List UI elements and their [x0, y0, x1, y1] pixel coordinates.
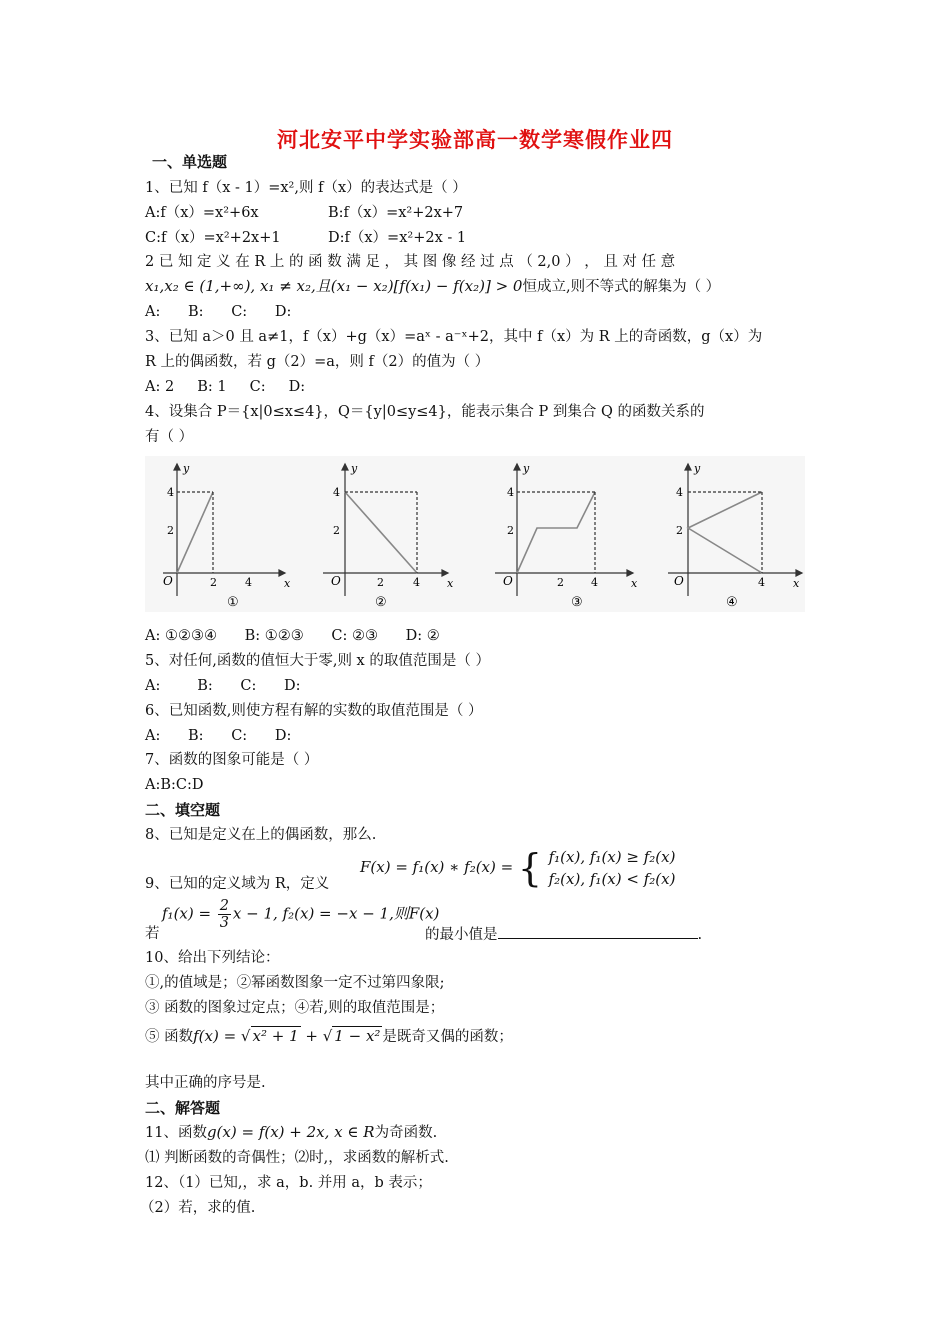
graph-3-tick-x4: 4: [591, 576, 598, 589]
question-2-line2: [145, 276, 720, 297]
graph-1-y-label: y: [183, 462, 190, 475]
graph-2-label: ②: [375, 595, 387, 610]
graph-1-tick-y2: 2: [167, 524, 174, 537]
graph-4-tick-x4: 4: [758, 576, 765, 589]
question-11-sub: ⑴ 判断函数的奇偶性；⑵时,，求函数的解析式.: [145, 1150, 449, 1166]
question-9-fraction: $\frac{2}{3}$: [219, 898, 229, 931]
graph-1-label: ①: [227, 595, 239, 610]
question-10-answer: 其中正确的序号是.: [145, 1075, 266, 1091]
graph-3-tick-y4: 4: [507, 486, 514, 499]
section-fill-blank: 二、填空题: [145, 801, 221, 819]
question-6-stem: 6、已知函数,则使方程有解的实数的取值范围是（ ）: [145, 703, 483, 719]
question-1-option-a: A:f（x）=x²+6x: [145, 205, 259, 221]
graph-1-tick-x4: 4: [245, 576, 252, 589]
question-4-line1: 4、设集合 P＝{x|0≤x≤4}，Q＝{y|0≤y≤4}，能表示集合 P 到集合 Q 的函数关系的: [145, 404, 705, 420]
question-9-formula: F(x) = f₁(x) ∗ f₂(x) = { f₁(x), f₁(x) ≥ f₂(x) f₂(x), f₁(x) < f₂(x): [360, 846, 676, 890]
graph-2-tick-x2: 2: [377, 576, 384, 589]
graph-3-x-label: x: [631, 577, 638, 590]
question-2-math: x₁,x₂ ∈ (1,+∞), x₁ ≠ x₂,且(x₁ − x₂)[f(x₁) − f(x₂)] > 0: [145, 277, 523, 295]
graph-3-origin: O: [503, 574, 513, 588]
graph-2: [313, 456, 473, 612]
graph-4-x-label: x: [793, 577, 800, 590]
question-5-stem: 5、对任何,函数的值恒大于零,则 x 的取值范围是（ ）: [145, 653, 490, 669]
graph-2-tick-y4: 4: [333, 486, 340, 499]
section-single-choice: 一、单选题: [152, 153, 228, 171]
question-9-ruo: 若: [145, 926, 160, 942]
question-5-options: A: B: C: D:: [145, 678, 301, 694]
graph-4: [650, 456, 805, 612]
graph-1: [145, 456, 305, 612]
question-9-answer-blank[interactable]: [498, 924, 698, 939]
question-4-graphs: [145, 456, 805, 612]
question-8-stem: 8、已知是定义在上的偶函数，那么.: [145, 827, 377, 843]
graph-1-tick-y4: 4: [167, 486, 174, 499]
question-9-definitions: [162, 898, 439, 931]
question-11-math: g(x) = f(x) + 2x, x ∈ R: [206, 1123, 375, 1141]
question-3-line1: 3、已知 a＞0 且 a≠1，f（x）+g（x）=aˣ - a⁻ˣ+2，其中 f（x）为 R 上的奇函数，g（x）为: [145, 329, 763, 345]
graph-4-tick-y2: 2: [676, 524, 683, 537]
question-2-tail: 恒成立,则不等式的解集为（ ）: [522, 279, 721, 295]
graph-1-origin: O: [163, 574, 173, 588]
question-1-option-b: B:f（x）=x²+2x+7: [328, 205, 464, 221]
question-10-stem: 10、给出下列结论：: [145, 950, 280, 966]
question-9-formula-lhs: F(x) = f₁(x) ∗ f₂(x) =: [360, 858, 514, 876]
question-6-options: A: B: C: D:: [145, 728, 292, 744]
question-3-options: A: 2 B: 1 C: D:: [145, 379, 306, 395]
question-7-options: A:B:C:D: [145, 777, 204, 793]
graph-1-tick-x2: 2: [210, 576, 217, 589]
graph-4-origin: O: [674, 574, 684, 588]
question-9-case-2: f₂(x), f₁(x) < f₂(x): [548, 870, 676, 888]
question-9-f1: f₁(x) =: [162, 904, 212, 923]
question-1-option-c: C:f（x）=x²+2x+1: [145, 230, 281, 246]
graph-2-x-label: x: [447, 577, 454, 590]
question-4-options: A: ①②③④ B: ①②③ C: ②③ D: ②: [145, 628, 440, 644]
question-2-line1: 2 已 知 定 义 在 R 上 的 函 数 满 足 ， 其 图 像 经 过 点 （ 2,0 ） ， 且 对 任 意: [145, 254, 676, 270]
graph-3: [485, 456, 645, 612]
question-12-line2: （2）若，求的值.: [140, 1200, 256, 1216]
question-10-line1: ①,的值域是；②幂函数图象一定不过第四象限;: [145, 975, 445, 991]
question-3-line2: R 上的偶函数，若 g（2）=a，则 f（2）的值为（ ）: [145, 354, 490, 370]
question-9-f1-rest: x − 1, f₂(x) = −x − 1,则F(x): [232, 904, 440, 923]
question-9-tail: 的最小值是 .: [425, 924, 702, 945]
graph-2-tick-x4: 4: [413, 576, 420, 589]
graph-3-y-label: y: [523, 462, 530, 475]
graph-4-y-label: y: [694, 462, 701, 475]
graph-2-origin: O: [331, 574, 341, 588]
graph-4-tick-y4: 4: [676, 486, 683, 499]
graph-2-tick-y2: 2: [333, 524, 340, 537]
graph-2-y-label: y: [351, 462, 358, 475]
graph-4-label: ④: [726, 595, 738, 610]
question-1-stem: 1、已知 f（x - 1）=x²,则 f（x）的表达式是（ ）: [145, 180, 467, 196]
graph-3-tick-x2: 2: [557, 576, 564, 589]
question-10-line2: ③ 函数的图象过定点；④若,则的取值范围是；: [145, 1000, 445, 1016]
section-solve: 二、解答题: [145, 1099, 221, 1117]
graph-1-x-label: x: [284, 577, 291, 590]
graph-3-label: ③: [571, 595, 583, 610]
graph-3-tick-y2: 2: [507, 524, 514, 537]
question-9-case-1: f₁(x), f₁(x) ≥ f₂(x): [548, 848, 676, 866]
document-title: 河北安平中学实验部高一数学寒假作业四: [277, 127, 673, 152]
question-10-line5: ⑤ 函数f(x) = √ x² + 1 + √ 1 − x² 是既奇又偶的函数；: [145, 1027, 513, 1045]
question-2-options: A: B: C: D:: [145, 304, 292, 320]
question-7-stem: 7、函数的图象可能是（ ）: [145, 752, 319, 768]
question-1-option-d: D:f（x）=x²+2x - 1: [328, 230, 467, 246]
question-4-line2: 有（ ）: [145, 429, 194, 445]
question-12-line1: 12、（1）已知,，求 a，b. 并用 a，b 表示；: [145, 1175, 432, 1191]
question-9-lead: 9、已知的定义域为 R，定义: [145, 876, 330, 892]
question-11-stem: 11、函数g(x) = f(x) + 2x, x ∈ R为奇函数.: [145, 1123, 438, 1141]
